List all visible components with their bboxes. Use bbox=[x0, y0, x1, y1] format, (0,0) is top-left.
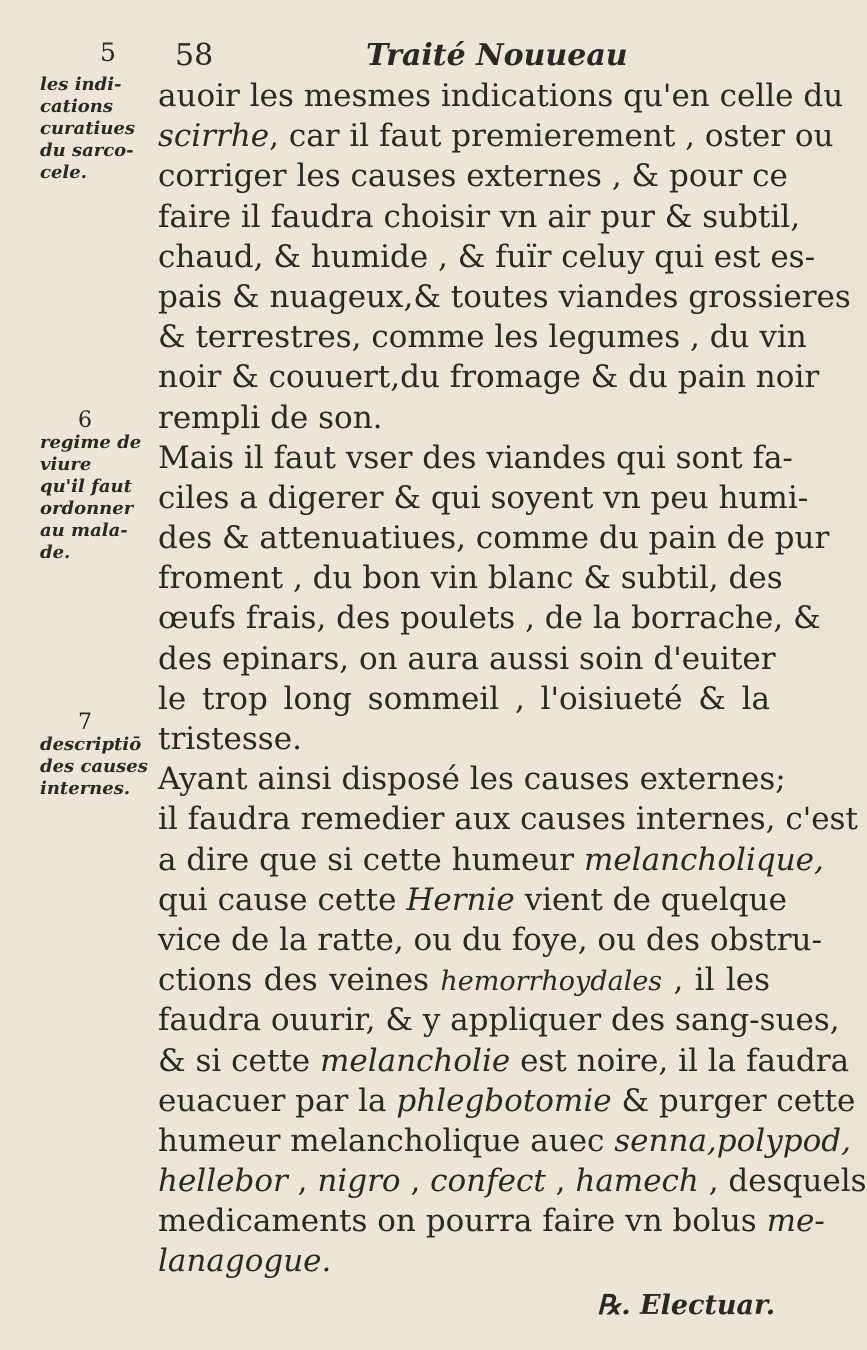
text-line bbox=[158, 1121, 851, 1161]
text-run: tristesse. bbox=[158, 721, 302, 757]
text-run: faire il faudra choisir vn air pur & subtil, bbox=[158, 198, 801, 235]
text-line bbox=[158, 880, 787, 920]
text-line bbox=[158, 478, 809, 518]
text-run: des epinars, on aura aussi soin d'euiter bbox=[158, 640, 776, 677]
text-run: des & attenuatiues, comme du pain de pur bbox=[158, 520, 830, 557]
text-line bbox=[158, 1041, 850, 1081]
italic-term: hamech bbox=[575, 1163, 699, 1200]
italic-term: scirrhe bbox=[158, 118, 270, 155]
text-run: , il les bbox=[662, 962, 770, 999]
running-title: Traité Nouueau bbox=[366, 38, 628, 73]
text-run: ciles a digerer & qui soyent vn peu humi- bbox=[158, 479, 809, 516]
text-line bbox=[158, 598, 821, 638]
italic-term: Hernie bbox=[406, 881, 515, 918]
text-run: Mais il faut vser des viandes qui sont fa- bbox=[158, 439, 793, 476]
text-run: noir & couuert,du fromage & du pain noir bbox=[158, 359, 820, 396]
text-run: euacuer par la bbox=[158, 1082, 397, 1119]
text-run: le trop long sommeil , l'oisiueté & la bbox=[158, 680, 770, 717]
marginal-note bbox=[40, 712, 158, 800]
marginal-line: cations bbox=[40, 96, 114, 117]
marginal-line: les indi- bbox=[40, 74, 122, 95]
text-run: & purger cette bbox=[611, 1082, 856, 1119]
text-run: humeur melancholique auec bbox=[158, 1122, 615, 1159]
marginal-line: internes. bbox=[40, 778, 131, 799]
running-header bbox=[0, 38, 800, 78]
text-run: a dire que si cette humeur bbox=[158, 841, 584, 878]
text-line bbox=[158, 1201, 825, 1241]
text-line bbox=[158, 1161, 867, 1201]
text-line bbox=[158, 398, 770, 438]
text-run: , bbox=[287, 1163, 318, 1200]
text-line bbox=[158, 357, 820, 397]
marginal-line: descriptiō bbox=[40, 734, 142, 755]
text-line bbox=[158, 759, 786, 799]
text-line bbox=[158, 920, 822, 960]
text-run: faudra ouurir, & y appliquer des sang-sues, bbox=[158, 1002, 840, 1039]
text-line bbox=[158, 438, 793, 478]
italic-term: hemorrhoydales bbox=[440, 966, 663, 998]
italic-term: melancholie bbox=[319, 1042, 511, 1079]
marginal-number: 7 bbox=[78, 710, 92, 735]
text-line bbox=[158, 156, 788, 196]
text-run: , car il faut premierement , oster ou bbox=[269, 118, 834, 155]
text-run: est noire, il la faudra bbox=[510, 1042, 850, 1079]
text-line bbox=[158, 76, 844, 116]
italic-term: senna,polypod, bbox=[614, 1122, 851, 1159]
marginal-line: du sarco- bbox=[40, 140, 134, 161]
italic-term: lanagogue. bbox=[158, 1243, 332, 1280]
text-run: froment , du bon vin blanc & subtil, des bbox=[158, 560, 783, 597]
text-line bbox=[158, 277, 851, 317]
marginal-line: des causes bbox=[40, 756, 148, 777]
marginal-line: ordonner bbox=[40, 498, 134, 519]
text-run: , desquels bbox=[698, 1163, 867, 1200]
text-line bbox=[158, 1241, 770, 1281]
text-line bbox=[158, 116, 834, 156]
text-line bbox=[158, 719, 770, 759]
margin-number: 5 bbox=[100, 38, 116, 67]
text-run: & terrestres, comme les legumes , du vin bbox=[158, 319, 807, 356]
italic-term: hellebor bbox=[158, 1163, 288, 1200]
text-line bbox=[158, 1081, 856, 1121]
text-run: vient de quelque bbox=[514, 881, 787, 918]
marginal-note bbox=[40, 410, 158, 564]
italic-term: nigro bbox=[317, 1163, 401, 1200]
marginal-line: viure bbox=[40, 454, 92, 475]
text-run: , bbox=[400, 1163, 431, 1200]
text-line bbox=[158, 840, 824, 880]
text-run: ctions des veines bbox=[158, 962, 441, 999]
marginal-number: 6 bbox=[78, 408, 92, 433]
body-text bbox=[158, 76, 867, 1282]
text-run: il faudra remedier aux causes internes, c'est bbox=[158, 801, 858, 838]
text-run: vice de la ratte, ou du foye, ou des obstru- bbox=[158, 921, 822, 958]
text-line bbox=[158, 197, 801, 237]
text-line bbox=[158, 1000, 840, 1040]
text-run: qui cause cette bbox=[158, 881, 407, 918]
text-line bbox=[158, 237, 816, 277]
marginal-line: au mala- bbox=[40, 520, 128, 541]
marginal-line: curatiues bbox=[40, 118, 136, 139]
italic-term: confect bbox=[430, 1163, 546, 1200]
text-run: Ayant ainsi disposé les causes externes; bbox=[158, 761, 786, 798]
marginal-line: regime de bbox=[40, 432, 142, 453]
italic-term: melancholique, bbox=[583, 841, 824, 878]
italic-term: me- bbox=[766, 1203, 825, 1240]
page-number: 58 bbox=[175, 38, 214, 73]
text-run: œufs frais, des poulets , de la borrache, & bbox=[158, 600, 821, 637]
text-line bbox=[158, 799, 858, 839]
text-run: pais & nuageux,& toutes viandes grossieres bbox=[158, 278, 851, 315]
text-run: corriger les causes externes , & pour ce bbox=[158, 158, 788, 195]
text-run: medicaments on pourra faire vn bolus bbox=[158, 1203, 767, 1240]
marginal-line: de. bbox=[40, 542, 71, 563]
marginal-note bbox=[40, 74, 158, 184]
text-line bbox=[158, 960, 770, 1000]
text-line bbox=[158, 679, 770, 719]
text-run: & si cette bbox=[158, 1042, 320, 1079]
marginal-line: cele. bbox=[40, 162, 87, 183]
text-run: chaud, & humide , & fuïr celuy qui est es- bbox=[158, 238, 816, 275]
text-line bbox=[158, 317, 807, 357]
marginal-line: qu'il faut bbox=[40, 476, 132, 497]
text-run: rempli de son. bbox=[158, 399, 383, 436]
text-run: , bbox=[545, 1163, 576, 1200]
text-line bbox=[158, 518, 830, 558]
italic-term: phlegbotomie bbox=[396, 1082, 612, 1119]
text-line bbox=[158, 639, 776, 679]
text-line bbox=[158, 558, 783, 598]
text-run: auoir les mesmes indications qu'en celle du bbox=[158, 78, 844, 114]
prescription-label: ℞. Electuar. bbox=[597, 1290, 776, 1321]
